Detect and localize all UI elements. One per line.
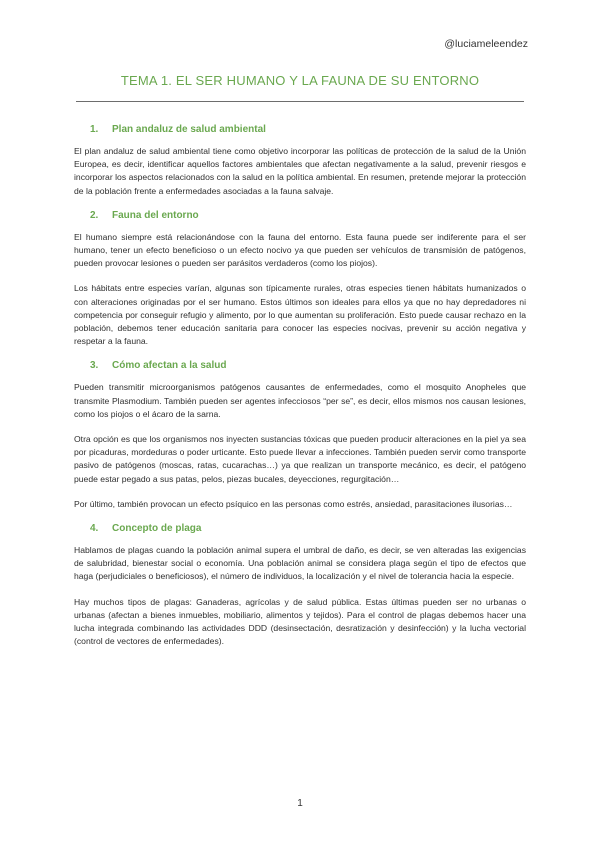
section-number: 3. <box>90 360 99 372</box>
paragraph: Otra opción es que los organismos nos inyecten sustancias tóxicas que pueden producir alteraciones en la piel ya sea por picaduras, mordeduras o poder urticante. Esto puede llevar a infecciones. También pueden servir como transporte pasivo de patógenos (moscas, ratas, cucarachas…) ya que realizan un transporte mecánico, es decir, el patógeno puede estar pegado a sus patas, pelos, piezas bucales, deyecciones, regurgitación… <box>74 434 526 484</box>
section-number: 1. <box>90 124 99 135</box>
section-title: Cómo afectan a la salud <box>112 360 227 372</box>
title-divider <box>76 101 524 102</box>
section-3 <box>74 360 526 511</box>
paragraph: El humano siempre está relacionándose con la fauna del entorno. Esta fauna puede ser indiferente para el ser humano, tener un efecto beneficioso o un efecto nocivo ya que pueden ser vehículos de transmisión de patógenos, pueden provocar lesiones o pueden ser parásitos verdaderos (como los piojos). <box>74 231 526 269</box>
paragraph: Hay muchos tipos de plagas: Ganaderas, agrícolas y de salud pública. Estas últimas pueden ser no urbanas o urbanas (afectan a bienes inmuebles, mobiliario, alimentos y tejidos). Para el control de plagas debemos hacer una lucha integrada combinando las actividades DDD (desinsectación, desratización y desinfección) y la lucha vectorial (control de vectores de enfermedades). <box>74 596 526 647</box>
section-heading <box>74 523 526 534</box>
page-number: 1 <box>297 798 303 809</box>
section-heading <box>74 210 526 221</box>
section-2 <box>74 210 526 349</box>
paragraph: Por último, también provocan un efecto psíquico en las personas como estrés, ansiedad, parasitaciones ilusorias… <box>74 498 513 509</box>
section-1 <box>74 124 526 198</box>
section-4 <box>74 523 526 648</box>
section-title: Fauna del entorno <box>112 209 199 221</box>
paragraph: Los hábitats entre especies varían, algunas son típicamente rurales, otras especies tienen hábitats humanizados o con alteraciones originadas por el ser humano. Estos últimos son ideales para ellos ya que no hay depredadores ni competencia por conseguir refugio y alimento, por lo que aumentan su proliferación. Esto puede causar rechazo en la población, debemos tener educación sanitaria para conocer las especies nocivas, prevenir su acción negativa y respetar a la fauna. <box>74 283 526 347</box>
section-title: Concepto de plaga <box>112 523 202 535</box>
paragraph: El plan andaluz de salud ambiental tiene como objetivo incorporar las políticas de protección de la salud de la Unión Europea, es decir, identificar aquellos factores ambientales que afectan negativamente a la salud, prevenir riesgos e incorporar los aspectos relacionados con la salud en la política ambiental. En resumen, pretende mejorar la protección de la población frente a enfermedades asociadas a la fauna salvaje. <box>74 146 526 196</box>
section-heading <box>74 124 526 135</box>
section-title: Plan andaluz de salud ambiental <box>112 124 266 135</box>
page-title: TEMA 1. EL SER HUMANO Y LA FAUNA DE SU ENTORNO <box>120 73 480 88</box>
section-number: 2. <box>90 209 99 221</box>
paragraph: Hablamos de plagas cuando la población animal supera el umbral de daño, es decir, se ven alteradas las exigencias de salubridad, bienestar social o economía. Una población animal se considera plaga según el tipo de efectos que haga (perjudiciales o beneficiosos), el número de individuos, la localización y el nivel de tolerancia hacia la especie. <box>74 545 526 582</box>
section-heading <box>74 360 526 371</box>
author-handle: @luciameleendez <box>444 38 528 50</box>
paragraph: Pueden transmitir microorganismos patógenos causantes de enfermedades, como el mosquito Anopheles que transmite Plasmodium. También pueden ser agentes infecciosos “per se”, es decir, ellos mismos nos causan lesiones, como los piojos o el ácaro de la sarna. <box>74 382 526 419</box>
section-number: 4. <box>90 523 99 535</box>
document-body <box>74 124 526 660</box>
